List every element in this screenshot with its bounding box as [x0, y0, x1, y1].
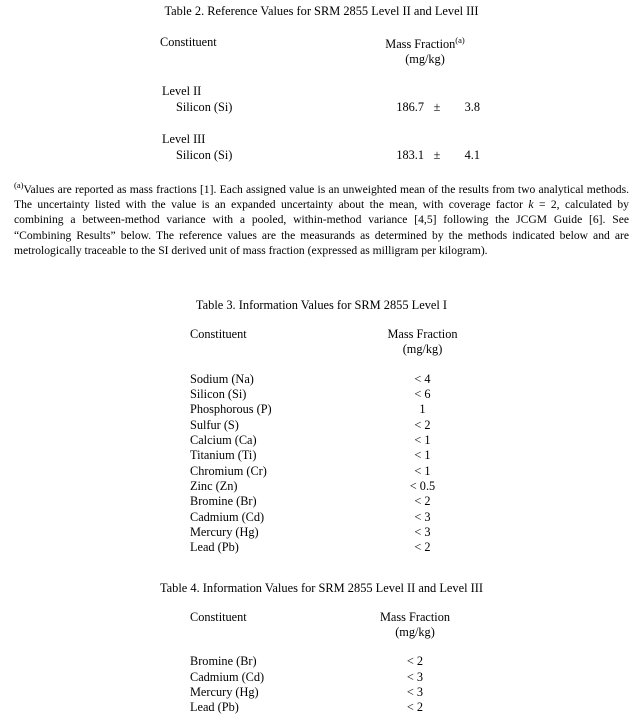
- table-3-units-row: [0, 342, 643, 357]
- table-row: [190, 464, 643, 479]
- table-row: [190, 372, 643, 387]
- table-row: [190, 540, 643, 555]
- table-4-block: [0, 581, 643, 715]
- table-3: [0, 327, 643, 556]
- footnote-italic-k: k: [528, 198, 534, 212]
- table-2-header-mass-fraction: Mass Fraction$^{(a)}$: [385, 35, 465, 52]
- table-3-constituent: Lead (Pb): [190, 540, 239, 555]
- table-4-units-row: [0, 625, 643, 640]
- table-row: [190, 402, 643, 417]
- table-3-header-row: [0, 327, 643, 342]
- table-row: [160, 148, 643, 163]
- table-2-uncertainty: 4.1: [464, 148, 480, 163]
- table-3-value: < 6: [414, 387, 431, 402]
- table-2: [0, 35, 643, 163]
- table-row: [190, 418, 643, 433]
- table-4-caption: Table 4. Information Values for SRM 2855 Level II and Level III: [159, 581, 484, 596]
- table-row: [160, 100, 643, 115]
- table-3-constituent: Silicon (Si): [190, 387, 247, 402]
- table-4-value: < 2: [406, 654, 424, 669]
- table-3-units-spacer: [190, 342, 355, 357]
- table-3-value: < 0.5: [409, 478, 436, 493]
- table-3-constituent: Calcium (Ca): [190, 433, 257, 448]
- table-3-value: < 3: [414, 524, 431, 539]
- table-2-value: 183.1: [396, 148, 424, 163]
- table-3-block: [0, 298, 643, 556]
- table-3-constituent: Sodium (Na): [190, 371, 254, 386]
- table-3-constituent: Bromine (Br): [190, 494, 257, 509]
- table-2-constituent: Silicon (Si): [176, 100, 233, 115]
- table-row: [190, 525, 643, 540]
- table-row: [190, 479, 643, 494]
- table-3-value: < 2: [414, 494, 431, 509]
- table-3-constituent: Sulfur (S): [190, 417, 239, 432]
- table-4-constituent: Cadmium (Cd): [190, 669, 265, 684]
- table-row: [190, 494, 643, 509]
- table-row: [190, 448, 643, 463]
- table-3-value: < 1: [414, 463, 431, 478]
- table-3-value: < 2: [414, 417, 431, 432]
- table-row: [190, 654, 643, 669]
- table-3-value: < 1: [414, 433, 431, 448]
- table-row: [190, 510, 643, 525]
- table-3-value: 1: [419, 402, 426, 417]
- table-row: [190, 387, 643, 402]
- table-4-units-spacer: [190, 625, 350, 640]
- table-3-value: < 2: [414, 540, 431, 555]
- table-3-value: < 4: [414, 371, 431, 386]
- table-2-value: 186.7: [396, 100, 424, 115]
- plus-minus-symbol: ±: [433, 148, 441, 163]
- table-3-caption: Table 3. Information Values for SRM 2855 Level I: [195, 297, 448, 312]
- table-3-constituent: Chromium (Cr): [190, 463, 267, 478]
- table-row: [190, 670, 643, 685]
- table-3-constituent: Zinc (Zn): [190, 478, 238, 493]
- footnote-text-1: Values are reported as mass fractions [1]. Each assigned value is an unweighted mean of the results from two analytical methods. The uncertainty listed with the value is an expanded uncertainty about the mean, with coverage factor: [14, 182, 629, 212]
- table-4-constituent: Lead (Pb): [190, 700, 239, 715]
- table-2-header-row: [160, 35, 643, 52]
- table-2-header-constituent: Constituent: [160, 35, 217, 49]
- table-3-value: < 3: [414, 509, 431, 524]
- table-2-footnote: [14, 180, 629, 258]
- table-4-value: < 3: [406, 669, 424, 684]
- table-4-header-constituent: Constituent: [190, 610, 247, 625]
- footnote-text-2: = 2, calculated by combining a between-method variance with a pooled, within-method variance [4,5] following the JCGM Guide [6]. See “Combining Results” below. The reference values are the measurands as determined by the methods indicated below and are metrologically traceable to the SI derived unit of mass fraction (expressed as milligram per kilogram).: [14, 198, 629, 257]
- table-3-constituent: Phosphorous (P): [190, 402, 272, 417]
- table-3-header-mass-fraction: Mass Fraction: [387, 326, 458, 341]
- table-2-group-label-level-3: Level III: [162, 132, 206, 147]
- table-4: [0, 610, 643, 715]
- plus-minus-symbol: ±: [433, 100, 441, 115]
- table-2-uncertainty: 3.8: [464, 100, 480, 115]
- table-3-constituent: Mercury (Hg): [190, 524, 259, 539]
- table-4-units: (mg/kg): [395, 625, 435, 640]
- table-2-units-spacer: [160, 52, 360, 67]
- table-2-units-row: [160, 52, 643, 67]
- footnote-marker-a: (a): [455, 35, 465, 45]
- table-3-header-constituent: Constituent: [190, 326, 247, 341]
- table-4-header-mass-fraction: Mass Fraction: [379, 610, 451, 625]
- table-3-body: [0, 372, 643, 556]
- table-4-body: [0, 654, 643, 715]
- table-4-constituent: Mercury (Hg): [190, 685, 259, 700]
- table-3-constituent: Titanium (Ti): [190, 448, 257, 463]
- table-4-constituent: Bromine (Br): [190, 654, 257, 669]
- table-2-units: (mg/kg): [405, 52, 445, 67]
- table-2-block: [0, 0, 643, 258]
- table-3-value: < 1: [414, 448, 431, 463]
- table-4-value: < 3: [406, 685, 424, 700]
- table-3-units: (mg/kg): [402, 341, 443, 356]
- table-row: [190, 685, 643, 700]
- table-2-constituent: Silicon (Si): [176, 148, 233, 163]
- table-row: [190, 433, 643, 448]
- table-4-header-row: [0, 610, 643, 625]
- table-2-caption: Table 2. Reference Values for SRM 2855 Level II and Level III: [164, 4, 479, 18]
- footnote-marker: (a): [14, 180, 24, 191]
- table-2-group-label-level-2: Level II: [162, 84, 202, 99]
- table-4-value: < 2: [406, 700, 424, 715]
- table-3-constituent: Cadmium (Cd): [190, 509, 265, 524]
